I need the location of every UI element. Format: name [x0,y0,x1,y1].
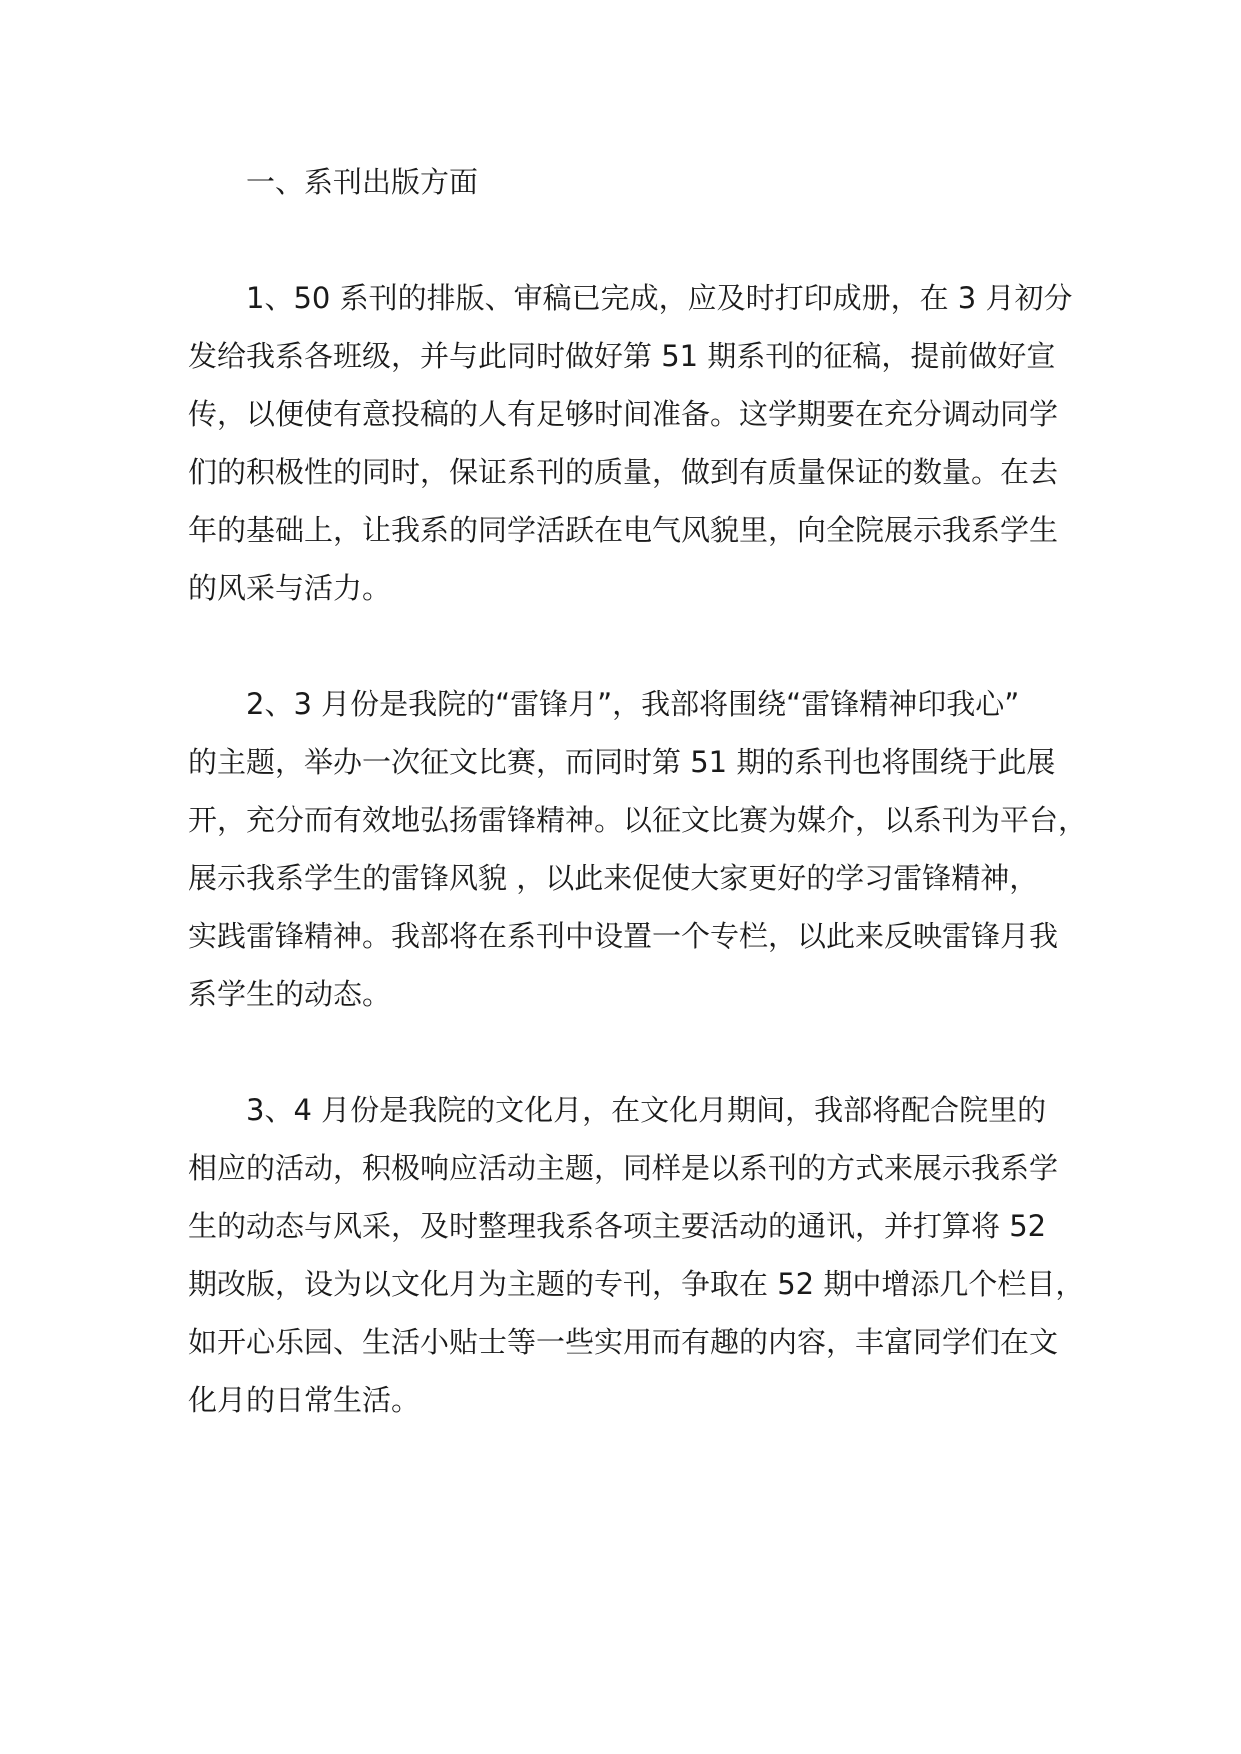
paragraph-line: 的风采与活力。 [188,571,392,605]
paragraph-line: 生的动态与风采，及时整理我系各项主要活动的通讯，并打算将 52 [188,1209,1047,1243]
paragraph-line: 展示我系学生的雷锋风貌 ，以此来促使大家更好的学习雷锋精神， [188,861,1039,895]
paragraph-line: 们的积极性的同时，保证系刊的质量，做到有质量保证的数量。在去 [188,455,1059,489]
paragraph-line: 系学生的动态。 [188,977,392,1011]
paragraph-line: 的主题，举办一次征文比赛，而同时第 51 期的系刊也将围绕于此展 [188,745,1056,779]
paragraph-line: 化月的日常生活。 [188,1383,421,1417]
paragraph-line: 如开心乐园、生活小贴士等一些实用而有趣的内容，丰富同学们在文 [188,1325,1059,1359]
section-heading: 一、系刊出版方面 [246,165,479,199]
paragraph-line: 2、3 月份是我院的“雷锋月”，我部将围绕“雷锋精神印我心” [246,687,1020,721]
paragraph-line: 1、50 系刊的排版、审稿已完成，应及时打印成册，在 3 月初分 [246,281,1073,315]
paragraph-line: 年的基础上，让我系的同学活跃在电气风貌里，向全院展示我系学生 [188,513,1059,547]
paragraph-line: 传，以便使有意投稿的人有足够时间准备。这学期要在充分调动同学 [188,397,1059,431]
paragraph-line: 相应的活动，积极响应活动主题，同样是以系刊的方式来展示我系学 [188,1151,1059,1185]
paragraph-line: 实践雷锋精神。我部将在系刊中设置一个专栏，以此来反映雷锋月我 [188,919,1059,953]
paragraph-line: 3、4 月份是我院的文化月，在文化月期间，我部将配合院里的 [246,1093,1047,1127]
paragraph-line: 发给我系各班级，并与此同时做好第 51 期系刊的征稿，提前做好宣 [188,339,1056,373]
paragraph-line: 期改版，设为以文化月为主题的专刊，争取在 52 期中增添几个栏目， [188,1267,1085,1301]
paragraph-line: 开，充分而有效地弘扬雷锋精神。以征文比赛为媒介，以系刊为平台， [188,803,1088,837]
